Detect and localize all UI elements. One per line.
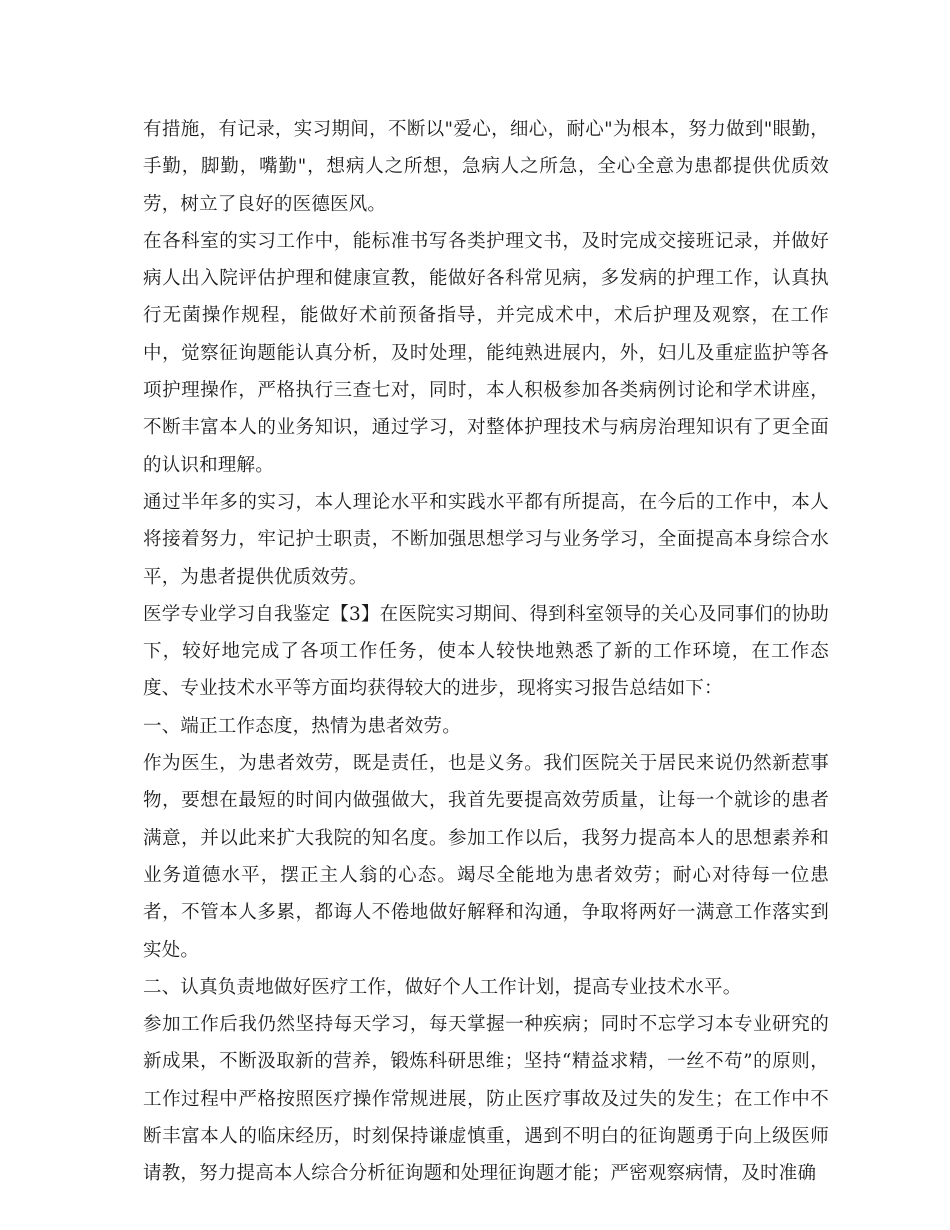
section-heading-2: 二、认真负责地做好医疗工作，做好个人工作计划，提高专业技术水平。: [143, 976, 742, 998]
paragraph-3: 通过半年多的实习，本人理论水平和实践水平都有所提高，在今后的工作中，本人将接着努力，牢记护士职责，不断加强思想学习与业务学习，全面提高本身综合水平，为患者提供优质效劳。: [143, 491, 829, 588]
paragraph-4: 医学专业学习自我鉴定【3】在医院实习期间、得到科室领导的关心及同事们的协助下，较好地完成了各项工作任务，使本人较快地熟悉了新的工作环境，在工作态度、专业技术水平等方面均获得较大的进步，现将实习报告总结如下：: [143, 603, 829, 700]
section-heading-1: 一、端正工作态度，热情为患者效劳。: [143, 715, 461, 737]
document-body: [143, 111, 829, 1193]
paragraph-6: 参加工作后我仍然坚持每天学习，每天掌握一种疾病；同时不忘学习本专业研究的新成果，不断汲取新的营养，锻炼科研思维；坚持“精益求精，一丝不苟”的原则，工作过程中严格按照医疗操作常规进展，防止医疗事故及过失的发生；在工作中不断丰富本人的临床经历，时刻保持谦虚慎重，遇到不明白的征询题勇于向上级医师请教，努力提高本人综合分析征询题和处理征询题才能；严密观察病情，及时准确: [143, 1014, 829, 1185]
paragraph-5: 作为医生，为患者效劳，既是责任，也是义务。我们医院关于居民来说仍然新惹事物，要想在最短的时间内做强做大，我首先要提高效劳质量，让每一个就诊的患者满意，并以此来扩大我院的知名度。参加工作以后，我努力提高本人的思想素养和业务道德水平，摆正主人翁的心态。竭尽全能地为患者效劳；耐心对待每一位患者，不管本人多累，都诲人不倦地做好解释和沟通，争取将两好一满意工作落实到实处。: [143, 753, 829, 961]
paragraph-1: 有措施，有记录，实习期间，不断以"爱心，细心，耐心"为根本，努力做到"眼勤，手勤，脚勤，嘴勤"，想病人之所想，急病人之所急，全心全意为患都提供优质效劳，树立了良好的医德医风。: [143, 119, 829, 215]
paragraph-2: 在各科室的实习工作中，能标准书写各类护理文书，及时完成交接班记录，并做好病人出入院评估护理和健康宣教，能做好各科常见病，多发病的护理工作，认真执行无菌操作规程，能做好术前预备指导，并完成术中，术后护理及观察，在工作中，觉察征询题能认真分析，及时处理，能纯熟进展内，外，妇儿及重症监护等各项护理操作，严格执行三查七对，同时，本人积极参加各类病例讨论和学术讲座，不断丰富本人的业务知识，通过学习，对整体护理技术与病房治理知识有了更全面的认识和理解。: [143, 230, 829, 476]
